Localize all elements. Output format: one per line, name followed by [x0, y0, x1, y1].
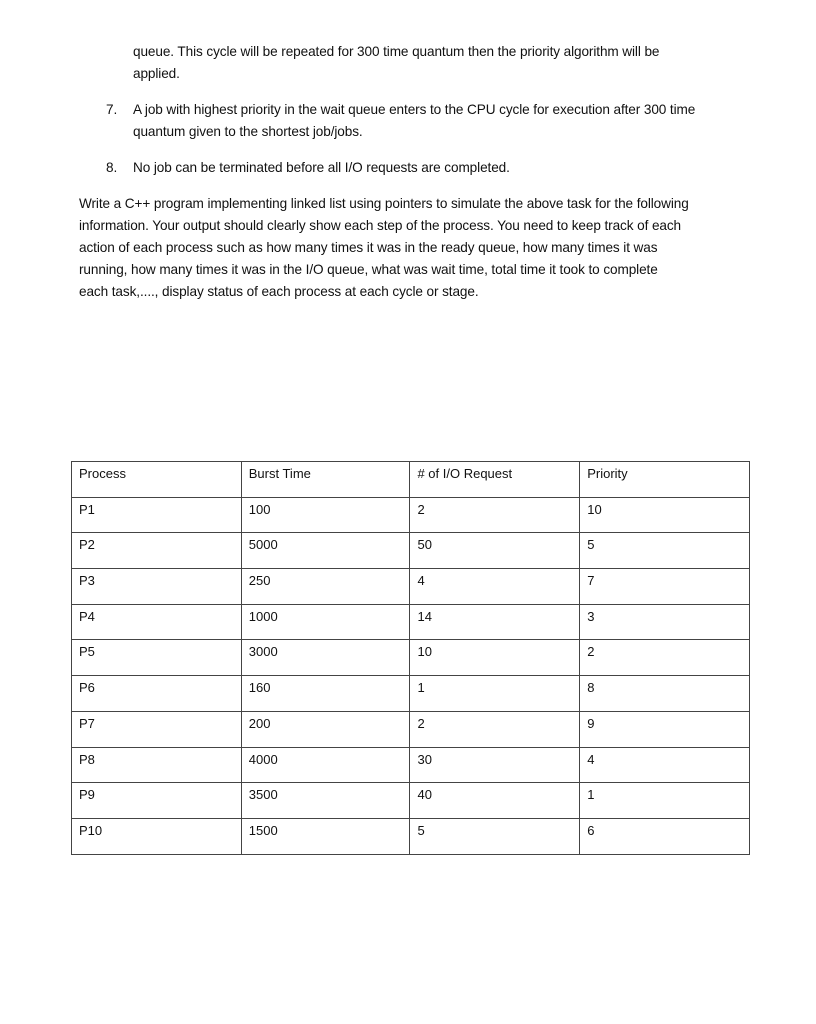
text-line: No job can be terminated before all I/O requests are completed.	[133, 160, 510, 175]
cell-burst-time: 3500	[241, 783, 410, 819]
cell-burst-time: 100	[241, 497, 410, 533]
text-line: Write a C++ program implementing linked list using pointers to simulate the above task for the following	[79, 196, 689, 211]
cell-io-requests: 5	[410, 818, 580, 854]
cell-priority: 4	[580, 747, 750, 783]
cell-burst-time: 200	[241, 711, 410, 747]
table-row	[72, 818, 750, 854]
header-process: Process	[72, 462, 242, 498]
header-io-requests: # of I/O Request	[410, 462, 580, 498]
list-number: 8.	[106, 160, 118, 175]
cell-process: P7	[72, 711, 242, 747]
cell-burst-time: 5000	[241, 533, 410, 569]
list-number: 7.	[106, 102, 118, 117]
table-header-row	[72, 462, 750, 498]
cell-priority: 1	[580, 783, 750, 819]
cell-process: P2	[72, 533, 242, 569]
cell-process: P3	[72, 569, 242, 605]
text-line: information. Your output should clearly show each step of the process. You need to keep track of each	[79, 218, 682, 233]
cell-io-requests: 2	[410, 711, 580, 747]
cell-priority: 6	[580, 818, 750, 854]
cell-burst-time: 1000	[241, 604, 410, 640]
table-row	[72, 533, 750, 569]
cell-io-requests: 40	[410, 783, 580, 819]
header-burst-time: Burst Time	[241, 462, 410, 498]
cell-burst-time: 250	[241, 569, 410, 605]
text-line: action of each process such as how many times it was in the ready queue, how many times it was	[79, 240, 658, 255]
cell-priority: 8	[580, 676, 750, 712]
text-line: A job with highest priority in the wait queue enters to the CPU cycle for execution after 300 time	[133, 102, 696, 117]
cell-io-requests: 2	[410, 497, 580, 533]
cell-process: P10	[72, 818, 242, 854]
cell-process: P9	[72, 783, 242, 819]
table-row	[72, 640, 750, 676]
text-line: each task,...., display status of each process at each cycle or stage.	[79, 284, 479, 299]
text-line: running, how many times it was in the I/O queue, what was wait time, total time it took to complete	[79, 262, 658, 277]
table-row	[72, 497, 750, 533]
header-priority: Priority	[580, 462, 750, 498]
cell-priority: 2	[580, 640, 750, 676]
cell-io-requests: 14	[410, 604, 580, 640]
cell-burst-time: 3000	[241, 640, 410, 676]
cell-burst-time: 4000	[241, 747, 410, 783]
cell-priority: 5	[580, 533, 750, 569]
table-row	[72, 747, 750, 783]
cell-process: P1	[72, 497, 242, 533]
text-line: applied.	[133, 66, 180, 81]
cell-priority: 7	[580, 569, 750, 605]
cell-process: P6	[72, 676, 242, 712]
process-table	[71, 461, 750, 855]
cell-burst-time: 1500	[241, 818, 410, 854]
cell-io-requests: 10	[410, 640, 580, 676]
cell-io-requests: 1	[410, 676, 580, 712]
text-line: quantum given to the shortest job/jobs.	[133, 124, 363, 139]
cell-priority: 10	[580, 497, 750, 533]
table-row	[72, 676, 750, 712]
cell-priority: 9	[580, 711, 750, 747]
cell-io-requests: 50	[410, 533, 580, 569]
cell-burst-time: 160	[241, 676, 410, 712]
table-row	[72, 569, 750, 605]
cell-process: P4	[72, 604, 242, 640]
table-row	[72, 711, 750, 747]
cell-io-requests: 4	[410, 569, 580, 605]
cell-process: P8	[72, 747, 242, 783]
cell-process: P5	[72, 640, 242, 676]
cell-priority: 3	[580, 604, 750, 640]
text-line: queue. This cycle will be repeated for 300 time quantum then the priority algorithm will be	[133, 44, 660, 59]
table-row	[72, 604, 750, 640]
cell-io-requests: 30	[410, 747, 580, 783]
table-row	[72, 783, 750, 819]
